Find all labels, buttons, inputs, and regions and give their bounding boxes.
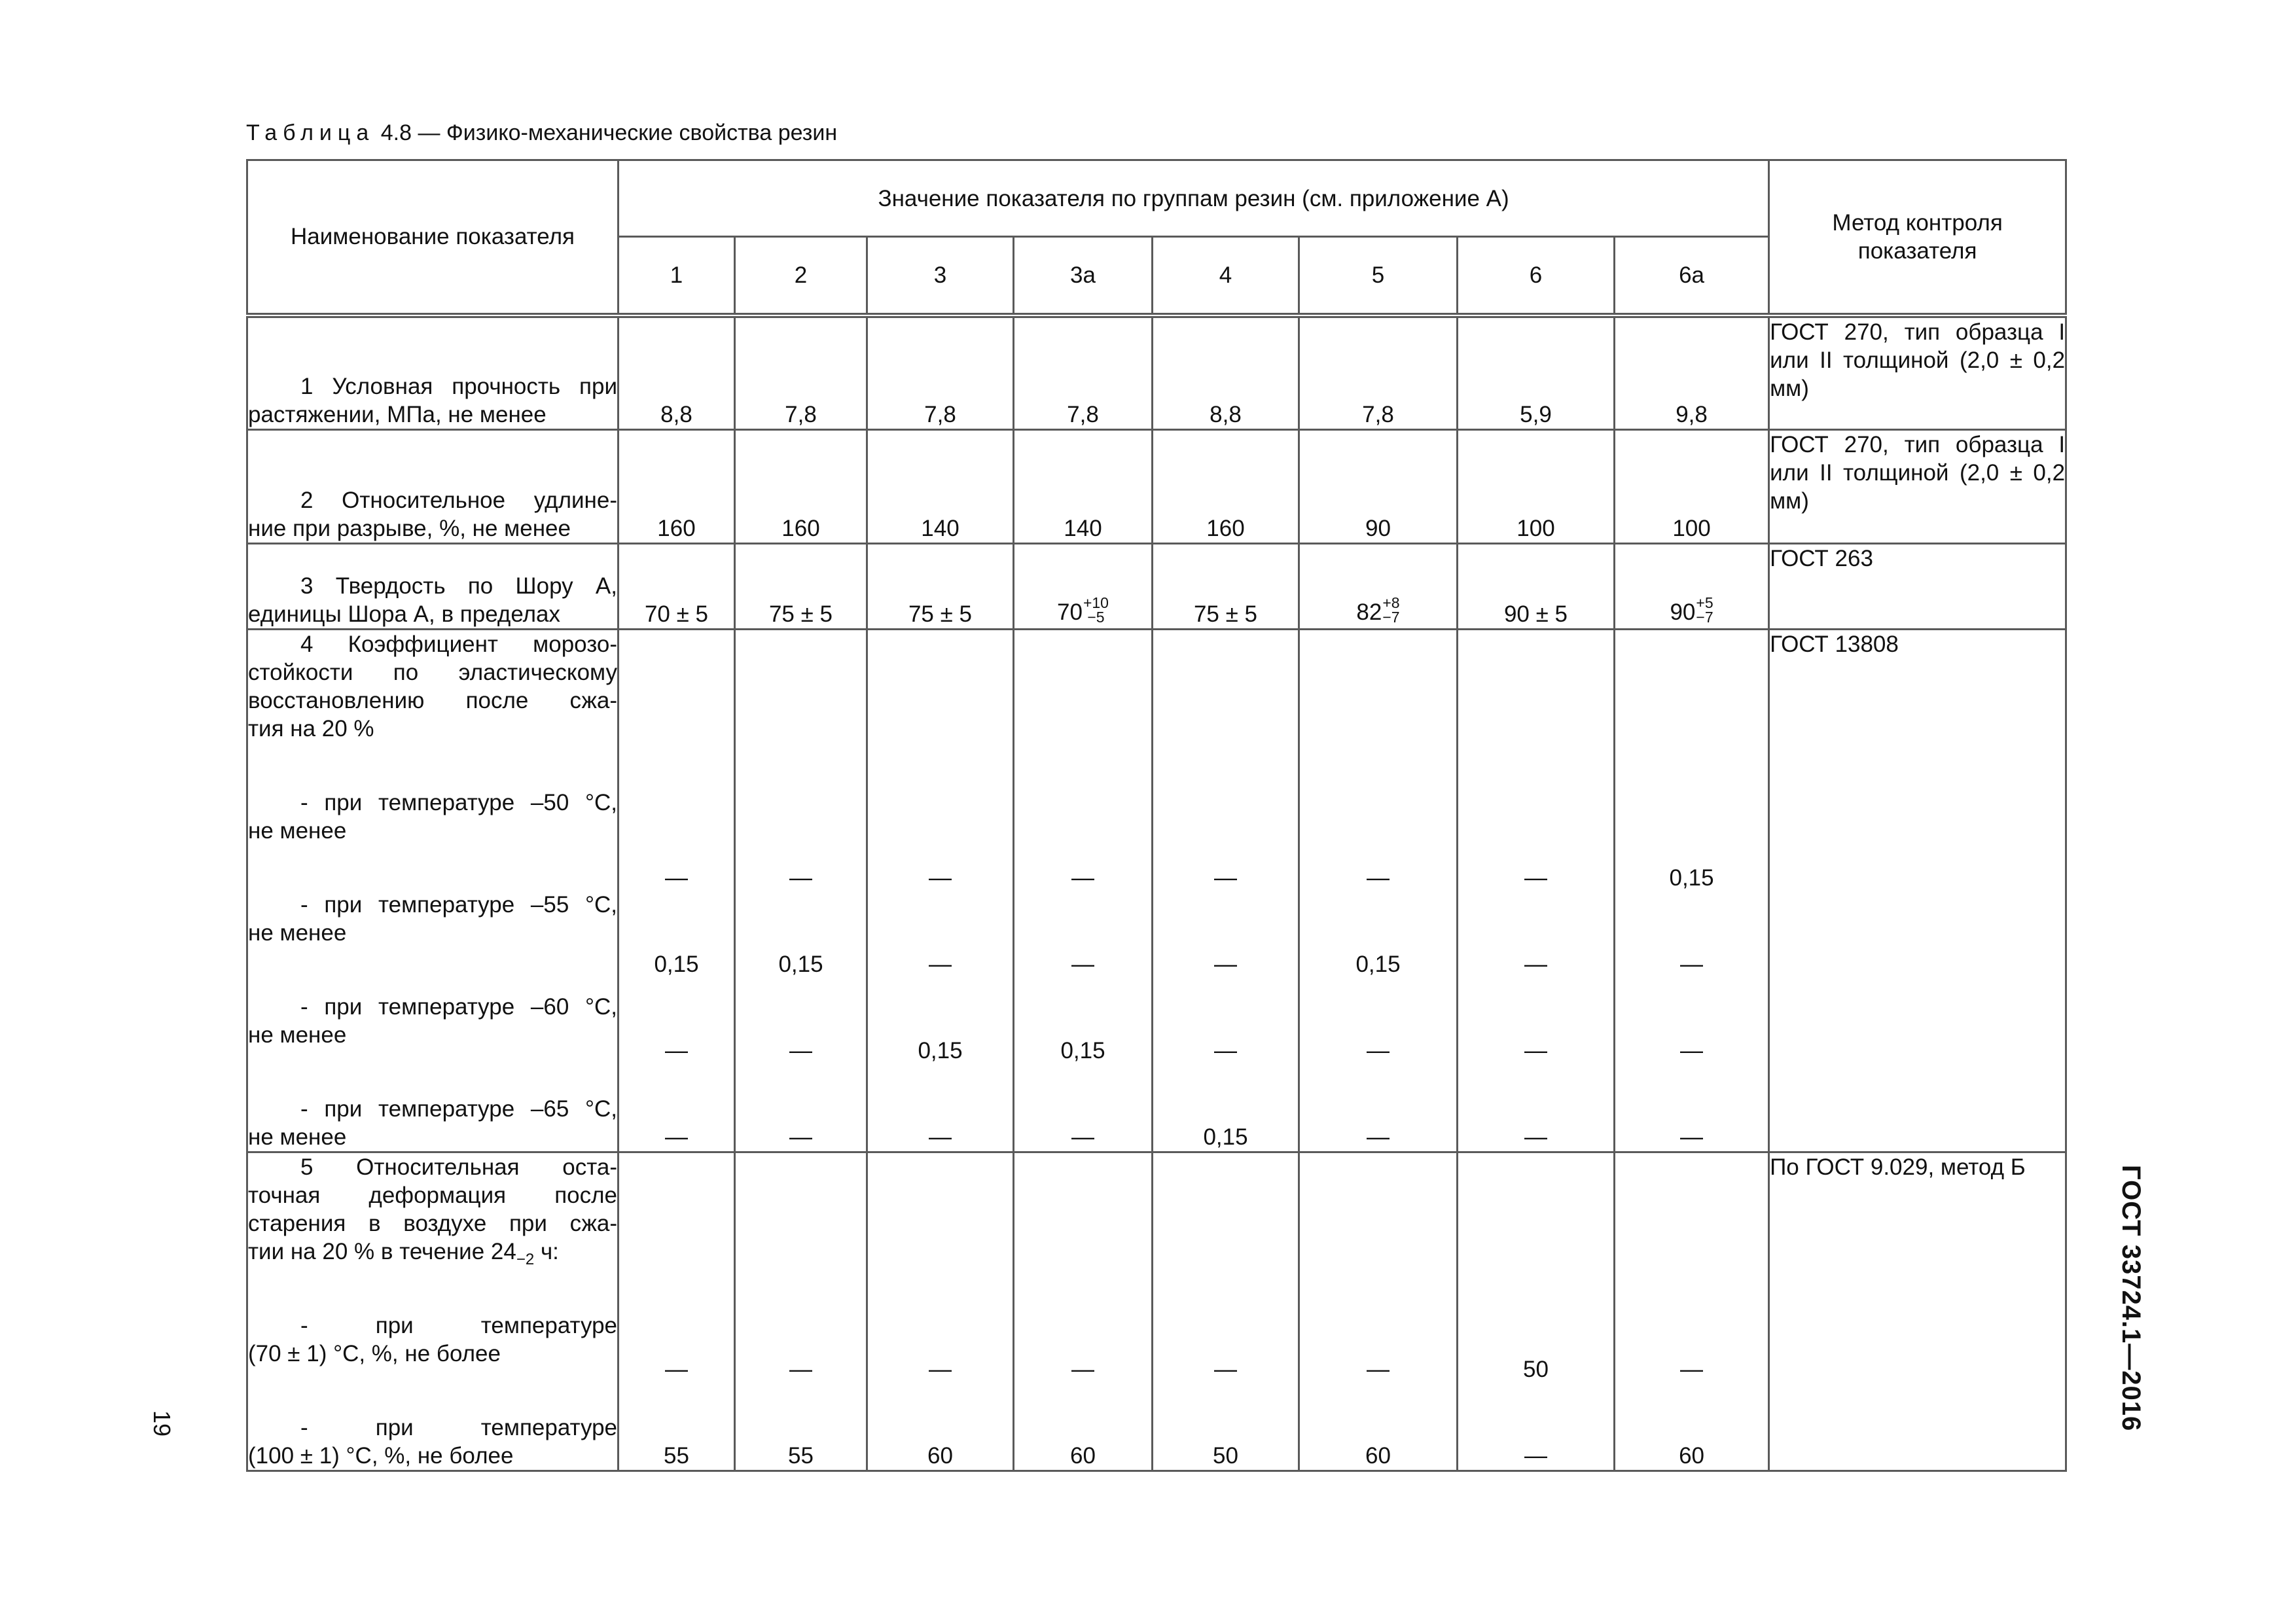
- row-name: [247, 315, 619, 430]
- value-cell: —: [1071, 1124, 1094, 1150]
- value-cell: —: [789, 1357, 812, 1382]
- group-col-2: 2: [735, 237, 867, 315]
- hardness-cell: [1299, 544, 1458, 630]
- value-cell: 0,15: [1060, 1038, 1105, 1063]
- value-column: [1615, 630, 1769, 1152]
- group-col-5: 5: [1299, 237, 1458, 315]
- value-cell: —: [665, 865, 688, 891]
- caption-label: Таблица: [246, 120, 375, 145]
- value-cell: —: [1680, 1038, 1704, 1063]
- row-name: [247, 1152, 619, 1471]
- value-cell: 60: [1679, 1443, 1705, 1469]
- value-cell: 140: [1014, 430, 1153, 544]
- value-cell: 60: [927, 1443, 953, 1469]
- value-cell: 8,8: [619, 315, 735, 430]
- header-method: Метод контроля показателя: [1769, 160, 2066, 315]
- table-caption: [246, 120, 837, 146]
- hardness-cell: [1014, 544, 1153, 630]
- value-cell: —: [1367, 865, 1390, 891]
- value-cell: —: [665, 1357, 688, 1382]
- subrow-line: (100 ± 1) °С, %, не более: [248, 1443, 514, 1469]
- value-cell: —: [1214, 1357, 1237, 1382]
- value-cell: 0,15: [654, 952, 699, 977]
- row-name-line: ние при разрыве, %, не менее: [248, 516, 571, 541]
- value-cell: —: [789, 865, 812, 891]
- row-name: [247, 544, 619, 630]
- subrow-line: не менее: [248, 1124, 347, 1150]
- value-cell: —: [929, 1357, 952, 1382]
- value-cell: 90: [1299, 430, 1458, 544]
- value-cell: 60: [1365, 1443, 1391, 1469]
- group-col-3: 3: [867, 237, 1014, 315]
- subrow-line: не менее: [248, 1022, 347, 1048]
- value-column: [735, 1152, 867, 1471]
- table-row: [247, 630, 2066, 1152]
- row-name-line: единицы Шора А, в пределах: [248, 601, 561, 627]
- value-cell: 100: [1458, 430, 1615, 544]
- value-column: [1458, 630, 1615, 1152]
- value-cell: —: [1680, 1357, 1704, 1382]
- row-name-line: старения в воздухе при сжа-: [248, 1211, 617, 1236]
- tolerance: [1696, 596, 1713, 624]
- value-cell: —: [789, 1124, 812, 1150]
- row-name-line: 2 Относительное удлине-: [300, 488, 617, 513]
- value-column: [735, 630, 867, 1152]
- value-cell: —: [1680, 952, 1704, 977]
- value-cell: 7,8: [1299, 315, 1458, 430]
- caption-text: 4.8 — Физико-механические свойства резин: [380, 120, 838, 145]
- value-cell: —: [1071, 952, 1094, 977]
- subrow-line: - при температуре –55 °С,: [300, 892, 617, 918]
- subrow-line: - при температуре –60 °С,: [300, 994, 617, 1020]
- value-cell: —: [789, 1038, 812, 1063]
- method-cell: ГОСТ 270, тип образца I или II толщиной (2,0 ± 0,2 мм): [1769, 315, 2066, 430]
- value-cell: 160: [619, 430, 735, 544]
- value-cell: 50: [1213, 1443, 1238, 1469]
- value-column: [1153, 1152, 1299, 1471]
- table-row: [247, 315, 2066, 430]
- hardness-base: 90 ± 5: [1503, 601, 1568, 627]
- value-cell: —: [1214, 952, 1237, 977]
- group-col-6: 6: [1458, 237, 1615, 315]
- value-cell: —: [1524, 1124, 1547, 1150]
- value-cell: —: [1524, 952, 1547, 977]
- row-name-line: [248, 1238, 617, 1266]
- value-cell: 0,15: [918, 1038, 963, 1063]
- row-name-text: ч:: [534, 1239, 559, 1264]
- hardness-base: 70: [1057, 599, 1083, 626]
- value-cell: 60: [1070, 1443, 1096, 1469]
- hardness-cell: [735, 544, 867, 630]
- value-column: [867, 1152, 1014, 1471]
- value-cell: —: [1214, 1038, 1237, 1063]
- value-cell: 55: [664, 1443, 689, 1469]
- value-column: [1014, 1152, 1153, 1471]
- row-name-line: тия на 20 %: [248, 716, 374, 741]
- hardness-cell: [1458, 544, 1615, 630]
- value-cell: 55: [788, 1443, 814, 1469]
- value-cell: —: [1367, 1357, 1390, 1382]
- value-cell: 0,15: [1203, 1124, 1248, 1150]
- value-cell: 9,8: [1615, 315, 1769, 430]
- subrow-line: - при температуре –65 °С,: [300, 1096, 617, 1122]
- row-name-line: 3 Твердость по Шору А,: [300, 573, 617, 599]
- value-cell: 5,9: [1458, 315, 1615, 430]
- value-cell: —: [1524, 865, 1547, 891]
- value-cell: 8,8: [1153, 315, 1299, 430]
- value-column: [1014, 630, 1153, 1152]
- value-cell: —: [1071, 865, 1094, 891]
- table-row: [247, 430, 2066, 544]
- tolerance: [1382, 596, 1399, 624]
- group-col-4: 4: [1153, 237, 1299, 315]
- subrow-line: не менее: [248, 920, 347, 946]
- value-cell: 7,8: [735, 315, 867, 430]
- value-cell: —: [929, 1124, 952, 1150]
- row-name-line: 4 Коэффициент морозо-: [300, 632, 617, 657]
- group-col-3a: 3а: [1014, 237, 1153, 315]
- tolerance: [1083, 596, 1109, 624]
- tolerance-lower: −7: [1696, 609, 1713, 626]
- value-column: [1458, 1152, 1615, 1471]
- value-cell: 0,15: [778, 952, 823, 977]
- subrow-line: - при температуре: [300, 1415, 617, 1440]
- table-row: [247, 544, 2066, 630]
- tolerance-lower: −5: [1087, 609, 1105, 626]
- value-column: [619, 1152, 735, 1471]
- method-cell: По ГОСТ 9.029, метод Б: [1769, 1152, 2066, 1471]
- value-cell: —: [1680, 1124, 1704, 1150]
- hardness-base: 70 ± 5: [644, 601, 709, 627]
- row-name-line: стойкости по эластическому: [248, 660, 617, 685]
- value-cell: —: [1214, 865, 1237, 891]
- hardness-cell: [619, 544, 735, 630]
- value-cell: 7,8: [1014, 315, 1153, 430]
- value-cell: 0,15: [1355, 952, 1401, 977]
- value-cell: —: [1524, 1038, 1547, 1063]
- properties-table: [246, 159, 2067, 1472]
- row-name-line: 5 Относительная оста-: [300, 1154, 617, 1180]
- row-name-text: тии на 20 % в течение 24: [248, 1239, 516, 1264]
- value-column: [867, 630, 1014, 1152]
- method-cell: ГОСТ 263: [1769, 544, 2066, 630]
- value-cell: 7,8: [867, 315, 1014, 430]
- row-name: [247, 630, 619, 1152]
- subrow-line: - при температуре: [300, 1313, 617, 1338]
- hardness-base: 82: [1356, 599, 1382, 626]
- hardness-base: 75 ± 5: [1193, 601, 1258, 627]
- row-name: [247, 430, 619, 544]
- tolerance-upper: +10: [1083, 594, 1109, 611]
- hardness-cell: [867, 544, 1014, 630]
- tolerance-upper: +8: [1382, 594, 1400, 611]
- document-code: ГОСТ 33724.1—2016: [2117, 1165, 2145, 1432]
- value-cell: —: [929, 865, 952, 891]
- subrow-line: (70 ± 1) °С, %, не более: [248, 1341, 501, 1366]
- value-cell: 140: [867, 430, 1014, 544]
- value-column: [1153, 630, 1299, 1152]
- value-column: [1615, 1152, 1769, 1471]
- method-cell: ГОСТ 270, тип образца I или II толщиной (2,0 ± 0,2 мм): [1769, 430, 2066, 544]
- row-name-line: точная деформация после: [248, 1183, 617, 1208]
- value-cell: 160: [735, 430, 867, 544]
- duration-tolerance: −2: [516, 1251, 535, 1268]
- value-cell: 50: [1523, 1357, 1549, 1382]
- method-cell: ГОСТ 13808: [1769, 630, 2066, 1152]
- hardness-cell: [1615, 544, 1769, 630]
- hardness-cell: [1153, 544, 1299, 630]
- subrow-line: - при температуре –50 °С,: [300, 790, 617, 815]
- header-name: Наименование показателя: [247, 160, 619, 315]
- page-number: 19: [149, 1410, 175, 1437]
- tolerance-upper: +5: [1696, 594, 1713, 611]
- hardness-base: 75 ± 5: [768, 601, 833, 627]
- value-cell: —: [665, 1124, 688, 1150]
- hardness-base: 90: [1670, 599, 1696, 626]
- value-column: [619, 630, 735, 1152]
- group-col-6a: 6а: [1615, 237, 1769, 315]
- value-cell: 100: [1615, 430, 1769, 544]
- header-groups: Значение показателя по группам резин (см. приложение А): [619, 160, 1769, 237]
- row-name-line: растяжении, МПа, не менее: [248, 402, 547, 427]
- value-cell: —: [665, 1038, 688, 1063]
- subrow-line: не менее: [248, 818, 347, 844]
- value-cell: —: [1367, 1124, 1390, 1150]
- row-name-line: 1 Условная прочность при: [300, 374, 617, 399]
- value-column: [1299, 1152, 1458, 1471]
- value-cell: —: [1071, 1357, 1094, 1382]
- tolerance-lower: −7: [1382, 609, 1400, 626]
- value-cell: 0,15: [1669, 865, 1714, 891]
- row-name-line: восстановлению после сжа-: [248, 688, 617, 713]
- value-column: [1299, 630, 1458, 1152]
- hardness-base: 75 ± 5: [908, 601, 973, 627]
- value-cell: —: [1367, 1038, 1390, 1063]
- table-row: [247, 1152, 2066, 1471]
- value-cell: 160: [1153, 430, 1299, 544]
- value-cell: —: [929, 952, 952, 977]
- group-col-1: 1: [619, 237, 735, 315]
- value-cell: —: [1524, 1443, 1547, 1469]
